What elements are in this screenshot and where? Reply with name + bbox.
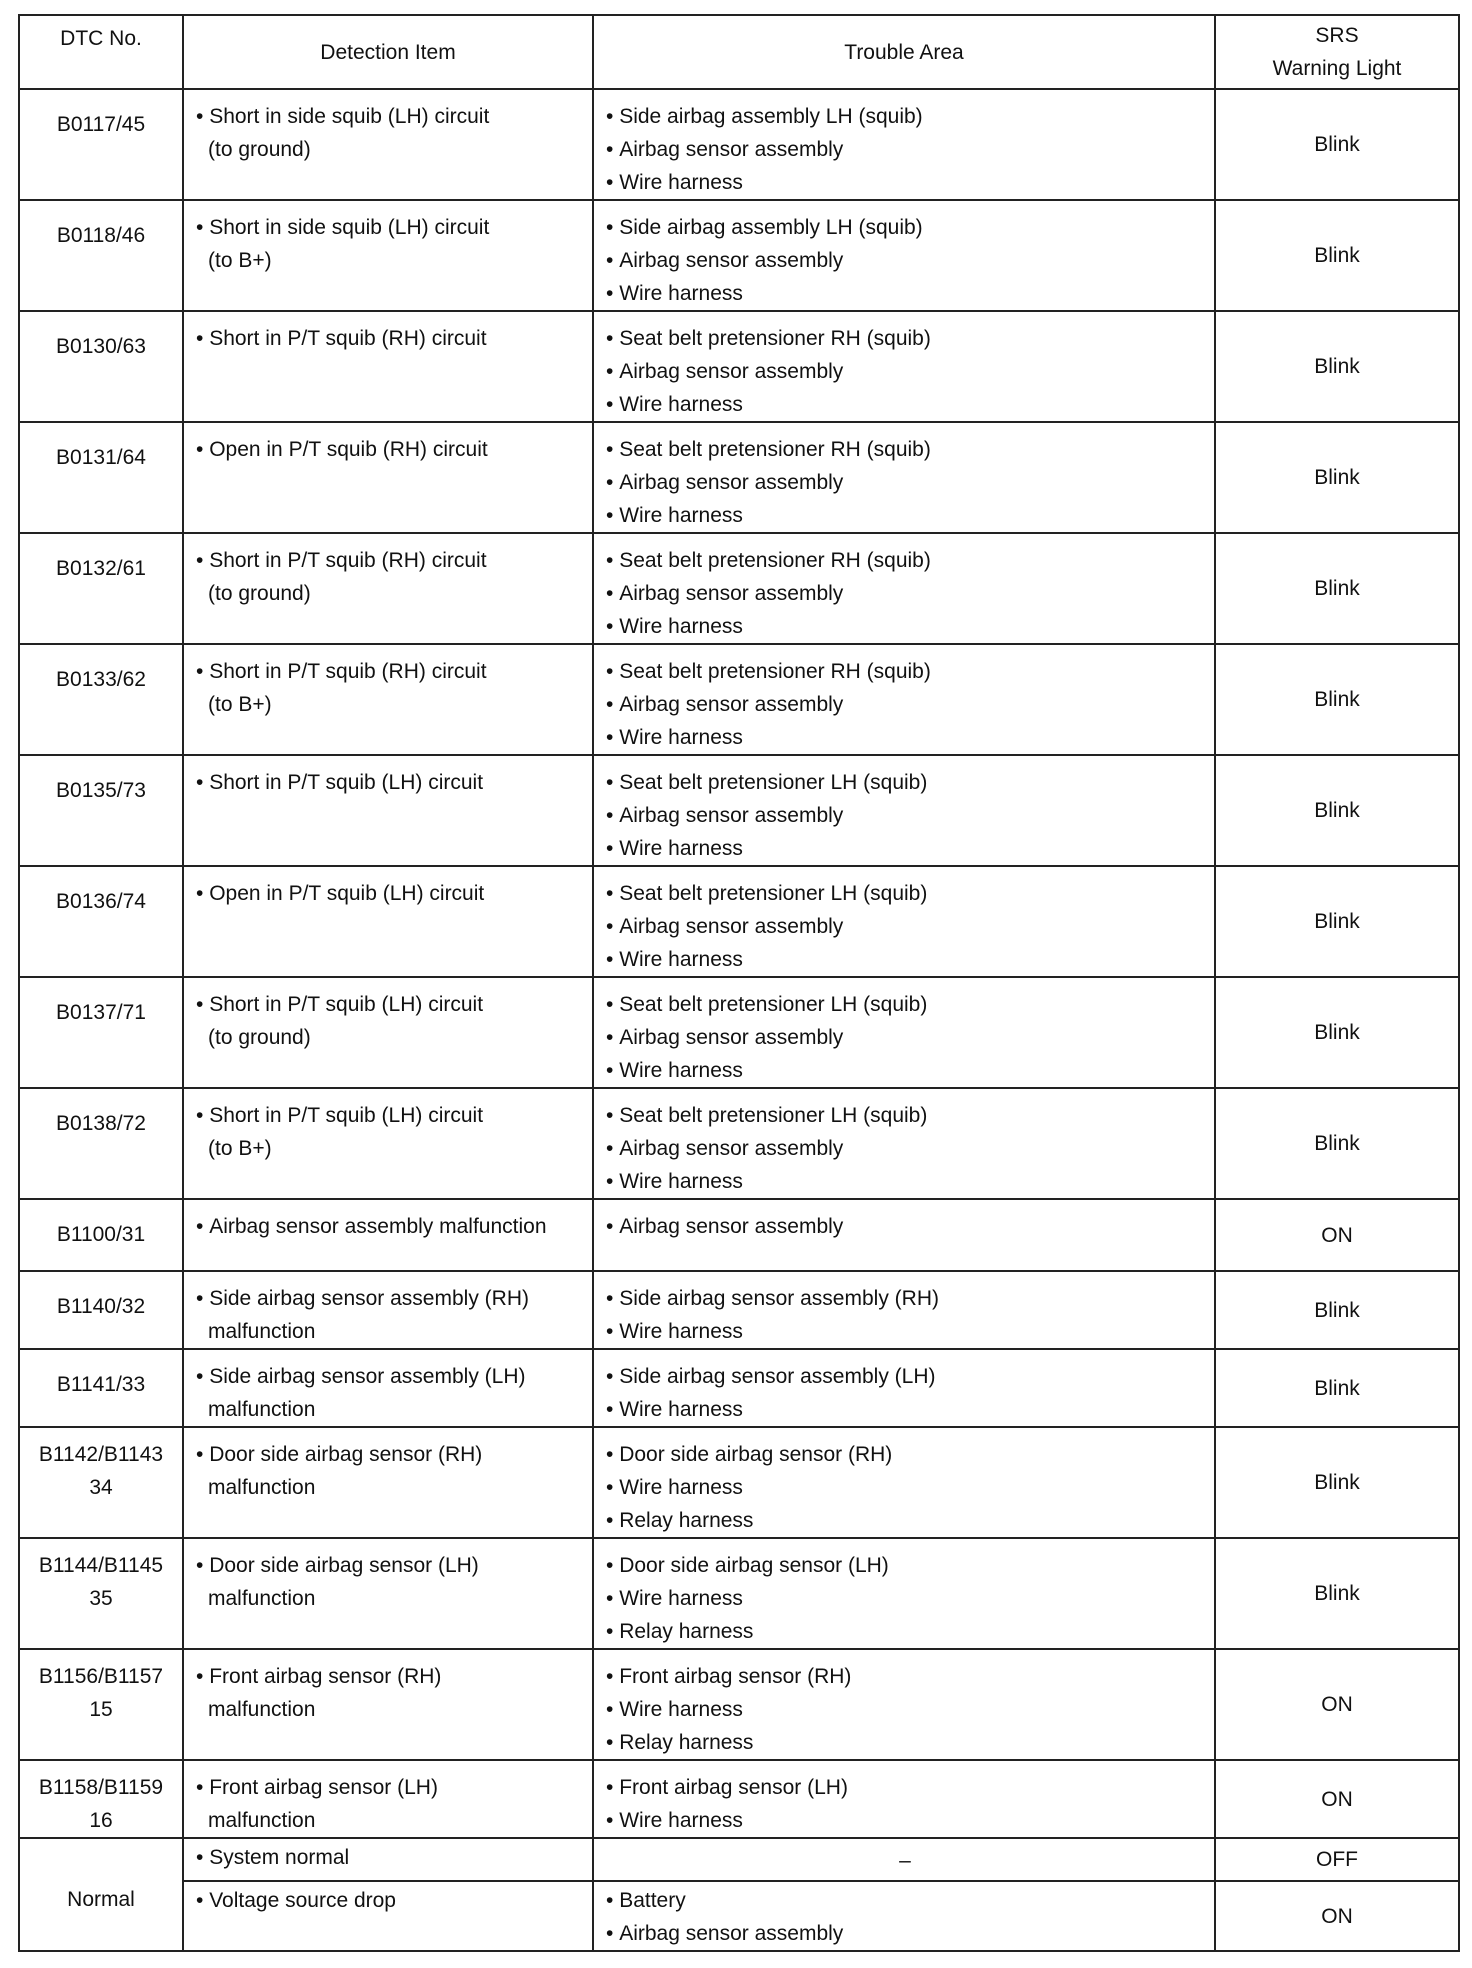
detection-item: • Short in side squib (LH) circuit	[196, 100, 582, 133]
table-row	[19, 1427, 1459, 1538]
dtc-code: B1156/B1157	[38, 1665, 164, 1688]
dtc-code: B0132/61	[56, 557, 146, 580]
dtc-cell	[19, 977, 183, 1088]
header-trouble-area: Trouble Area	[593, 15, 1215, 89]
detection-item-continued: (to ground)	[208, 138, 311, 161]
dtc-cell	[19, 422, 183, 533]
dtc-code: B1141/33	[56, 1373, 146, 1396]
detection-cell	[183, 533, 593, 644]
warning-light-cell	[1215, 200, 1459, 311]
trouble-area-item: • Door side airbag sensor (RH)	[606, 1438, 1204, 1471]
dtc-code: B0130/63	[56, 335, 146, 358]
dtc-code: B0133/62	[56, 668, 146, 691]
table-row	[19, 422, 1459, 533]
trouble-area-cell	[593, 977, 1215, 1088]
trouble-area-item: • Airbag sensor assembly	[606, 133, 1204, 166]
detection-item: • Side airbag sensor assembly (LH)	[196, 1360, 582, 1393]
dtc-code: B0138/72	[56, 1112, 146, 1135]
table-row	[19, 1649, 1459, 1760]
detection-cell	[183, 1538, 593, 1649]
detection-item: • Open in P/T squib (LH) circuit	[196, 877, 582, 910]
trouble-area-item: • Wire harness	[606, 832, 1204, 865]
dtc-code: B0117/45	[56, 113, 146, 136]
detection-item-continued: malfunction	[208, 1320, 316, 1343]
dtc-cell	[19, 866, 183, 977]
detection-item: • Door side airbag sensor (RH)	[196, 1438, 582, 1471]
dtc-cell	[19, 1088, 183, 1199]
header-light-line2: Warning Light	[1272, 57, 1402, 80]
detection-item: • Short in P/T squib (LH) circuit	[196, 766, 582, 799]
trouble-area-item: • Seat belt pretensioner LH (squib)	[606, 1099, 1204, 1132]
normal-system-trouble-cell	[593, 1838, 1215, 1881]
dtc-code: B1100/31	[56, 1223, 146, 1246]
detection-cell	[183, 866, 593, 977]
detection-cell	[183, 311, 593, 422]
dtc-cell	[19, 1349, 183, 1427]
dtc-cell	[19, 311, 183, 422]
detection-item: • Side airbag sensor assembly (RH)	[196, 1282, 582, 1315]
warning-light-status: ON	[1321, 1693, 1353, 1716]
table-row	[19, 533, 1459, 644]
warning-light-cell	[1215, 755, 1459, 866]
warning-light-cell	[1215, 977, 1459, 1088]
dtc-code: 15	[89, 1698, 113, 1721]
dtc-code: B1144/B1145	[38, 1554, 164, 1577]
warning-light-cell	[1215, 1760, 1459, 1838]
trouble-area-item: • Side airbag sensor assembly (LH)	[606, 1360, 1204, 1393]
trouble-area-cell	[593, 1088, 1215, 1199]
trouble-area-cell	[593, 1538, 1215, 1649]
dtc-code: B1158/B1159	[38, 1776, 164, 1799]
trouble-area-item: • Front airbag sensor (LH)	[606, 1771, 1204, 1804]
dtc-cell	[19, 755, 183, 866]
dtc-code: B1140/32	[56, 1295, 146, 1318]
trouble-area-item: • Wire harness	[606, 1054, 1204, 1087]
trouble-area-cell	[593, 866, 1215, 977]
header-srs-warning-light	[1215, 15, 1459, 89]
trouble-area-item: • Side airbag assembly LH (squib)	[606, 100, 1204, 133]
trouble-area-item: • Wire harness	[606, 277, 1204, 310]
trouble-area-item: • Relay harness	[606, 1504, 1204, 1537]
warning-light-status: Blink	[1314, 1021, 1360, 1044]
table-row	[19, 755, 1459, 866]
detection-cell	[183, 977, 593, 1088]
trouble-area-cell	[593, 1199, 1215, 1271]
header-light-line1: SRS	[1315, 24, 1359, 47]
dtc-code: B0137/71	[56, 1001, 146, 1024]
warning-light-status: Blink	[1314, 1471, 1360, 1494]
trouble-area-item: • Wire harness	[606, 1804, 1204, 1837]
detection-item: • Open in P/T squib (RH) circuit	[196, 433, 582, 466]
warning-light-status: Blink	[1314, 577, 1360, 600]
dtc-cell	[19, 89, 183, 200]
detection-item-continued: (to ground)	[208, 582, 311, 605]
trouble-area-cell	[593, 755, 1215, 866]
trouble-area-item: • Seat belt pretensioner LH (squib)	[606, 877, 1204, 910]
trouble-area-item: • Airbag sensor assembly	[606, 799, 1204, 832]
trouble-area-item: • Seat belt pretensioner LH (squib)	[606, 766, 1204, 799]
table-header-row	[19, 15, 1459, 89]
warning-light-status: Blink	[1314, 244, 1360, 267]
detection-cell	[183, 1760, 593, 1838]
warning-light-status: Blink	[1314, 910, 1360, 933]
dtc-cell	[19, 533, 183, 644]
trouble-area-item: • Wire harness	[606, 1393, 1204, 1426]
warning-light-status: Blink	[1314, 1582, 1360, 1605]
dtc-code: B0136/74	[56, 890, 146, 913]
warning-light-status: ON	[1321, 1787, 1353, 1811]
table-row	[19, 1199, 1459, 1271]
detection-cell	[183, 422, 593, 533]
dtc-cell	[19, 200, 183, 311]
warning-light-cell	[1215, 533, 1459, 644]
dtc-code: B1142/B1143	[38, 1443, 164, 1466]
warning-light-cell	[1215, 1538, 1459, 1649]
normal-system-detection-cell	[183, 1838, 593, 1881]
warning-light-cell	[1215, 422, 1459, 533]
detection-cell	[183, 200, 593, 311]
warning-light-status: Blink	[1314, 1376, 1360, 1400]
dtc-code: 35	[89, 1587, 113, 1610]
normal-dtc-cell	[19, 1838, 183, 1951]
warning-light-cell	[1215, 866, 1459, 977]
trouble-area-cell	[593, 1349, 1215, 1427]
table-row	[19, 644, 1459, 755]
warning-light-cell	[1215, 1649, 1459, 1760]
table-row	[19, 311, 1459, 422]
warning-light-status: Blink	[1314, 799, 1360, 822]
normal-system-detection: • System normal	[196, 1841, 582, 1874]
trouble-area-item: • Airbag sensor assembly	[606, 355, 1204, 388]
trouble-area-cell	[593, 1649, 1215, 1760]
trouble-area-item: • Front airbag sensor (RH)	[606, 1660, 1204, 1693]
trouble-area-item: • Seat belt pretensioner RH (squib)	[606, 655, 1204, 688]
trouble-area-cell	[593, 89, 1215, 200]
warning-light-cell	[1215, 89, 1459, 200]
detection-item: • Short in P/T squib (RH) circuit	[196, 655, 582, 688]
trouble-area-item: • Side airbag assembly LH (squib)	[606, 211, 1204, 244]
warning-light-status: Blink	[1314, 133, 1360, 156]
voltage-drop-trouble-cell	[593, 1881, 1215, 1951]
trouble-area-item: • Wire harness	[606, 1582, 1204, 1615]
detection-item: • Short in P/T squib (RH) circuit	[196, 322, 582, 355]
detection-item-continued: (to ground)	[208, 1026, 311, 1049]
warning-light-status: Blink	[1314, 1298, 1360, 1322]
detection-item: • Short in P/T squib (RH) circuit	[196, 544, 582, 577]
warning-light-cell	[1215, 1088, 1459, 1199]
table-row	[19, 1538, 1459, 1649]
table-row	[19, 89, 1459, 200]
trouble-area-item: • Wire harness	[606, 166, 1204, 199]
detection-cell	[183, 1088, 593, 1199]
voltage-drop-light-cell	[1215, 1881, 1459, 1951]
trouble-area-item: • Wire harness	[606, 1315, 1204, 1348]
dtc-cell	[19, 644, 183, 755]
trouble-area-item: • Airbag sensor assembly	[606, 1210, 1204, 1243]
table-row	[19, 1088, 1459, 1199]
detection-item-continued: (to B+)	[208, 249, 272, 272]
detection-item: • Short in P/T squib (LH) circuit	[196, 988, 582, 1021]
detection-item-continued: malfunction	[208, 1587, 316, 1610]
dtc-cell	[19, 1649, 183, 1760]
trouble-area-item: • Seat belt pretensioner LH (squib)	[606, 988, 1204, 1021]
dtc-table	[18, 14, 1460, 1952]
trouble-area-item: • Relay harness	[606, 1615, 1204, 1648]
warning-light-cell	[1215, 1349, 1459, 1427]
dtc-code: 16	[89, 1809, 113, 1832]
trouble-area-item: • Seat belt pretensioner RH (squib)	[606, 544, 1204, 577]
normal-system-light: OFF	[1316, 1848, 1358, 1871]
warning-light-status: Blink	[1314, 688, 1360, 711]
warning-light-cell	[1215, 1427, 1459, 1538]
trouble-area-cell	[593, 1427, 1215, 1538]
trouble-area-cell	[593, 533, 1215, 644]
warning-light-cell	[1215, 311, 1459, 422]
trouble-area-cell	[593, 1271, 1215, 1349]
trouble-area-item: • Airbag sensor assembly	[606, 466, 1204, 499]
dtc-code: B0118/46	[56, 224, 146, 247]
warning-light-cell	[1215, 1271, 1459, 1349]
trouble-area-item: • Airbag sensor assembly	[606, 688, 1204, 721]
trouble-area-item: • Airbag sensor assembly	[606, 1132, 1204, 1165]
dtc-code: 34	[89, 1476, 113, 1499]
dtc-table-document	[18, 14, 1458, 1952]
trouble-area-cell	[593, 1760, 1215, 1838]
table-row	[19, 200, 1459, 311]
warning-light-status: Blink	[1314, 1132, 1360, 1155]
detection-item-continued: (to B+)	[208, 693, 272, 716]
trouble-area-cell	[593, 644, 1215, 755]
detection-item-continued: malfunction	[208, 1476, 316, 1499]
dtc-cell	[19, 1199, 183, 1271]
voltage-drop-detection: • Voltage source drop	[196, 1884, 582, 1917]
detection-item-continued: malfunction	[208, 1398, 316, 1421]
trouble-area-item: • Airbag sensor assembly	[606, 244, 1204, 277]
warning-light-cell	[1215, 1199, 1459, 1271]
detection-item: • Airbag sensor assembly malfunction	[196, 1210, 582, 1243]
trouble-area-item: • Seat belt pretensioner RH (squib)	[606, 433, 1204, 466]
detection-cell	[183, 644, 593, 755]
detection-cell	[183, 1199, 593, 1271]
warning-light-status: Blink	[1314, 355, 1360, 378]
detection-item: • Short in side squib (LH) circuit	[196, 211, 582, 244]
trouble-area-item: • Relay harness	[606, 1726, 1204, 1759]
normal-row-voltage	[19, 1881, 1459, 1951]
warning-light-status: Blink	[1314, 466, 1360, 489]
dtc-code: B0135/73	[56, 779, 146, 802]
trouble-area-item: • Seat belt pretensioner RH (squib)	[606, 322, 1204, 355]
voltage-drop-trouble-item: • Battery	[606, 1884, 1204, 1917]
detection-item-continued: malfunction	[208, 1809, 316, 1832]
trouble-area-item: • Wire harness	[606, 943, 1204, 976]
trouble-area-item: • Airbag sensor assembly	[606, 910, 1204, 943]
header-detection-item: Detection Item	[183, 15, 593, 89]
trouble-area-item: • Wire harness	[606, 499, 1204, 532]
voltage-drop-light: ON	[1321, 1904, 1353, 1928]
detection-cell	[183, 89, 593, 200]
detection-cell	[183, 1271, 593, 1349]
normal-system-trouble: –	[899, 1849, 911, 1872]
dtc-cell	[19, 1538, 183, 1649]
detection-item: • Door side airbag sensor (LH)	[196, 1549, 582, 1582]
detection-cell	[183, 1427, 593, 1538]
table-body	[19, 89, 1459, 1951]
voltage-drop-detection-cell	[183, 1881, 593, 1951]
detection-item: • Front airbag sensor (RH)	[196, 1660, 582, 1693]
trouble-area-item: • Door side airbag sensor (LH)	[606, 1549, 1204, 1582]
trouble-area-cell	[593, 422, 1215, 533]
trouble-area-item: • Wire harness	[606, 1165, 1204, 1198]
trouble-area-item: • Wire harness	[606, 610, 1204, 643]
dtc-cell	[19, 1427, 183, 1538]
detection-item: • Short in P/T squib (LH) circuit	[196, 1099, 582, 1132]
table-row	[19, 977, 1459, 1088]
detection-cell	[183, 755, 593, 866]
trouble-area-item: • Airbag sensor assembly	[606, 1021, 1204, 1054]
warning-light-cell	[1215, 644, 1459, 755]
dtc-code: B0131/64	[56, 446, 146, 469]
trouble-area-item: • Wire harness	[606, 721, 1204, 754]
trouble-area-item: • Wire harness	[606, 1471, 1204, 1504]
trouble-area-item: • Side airbag sensor assembly (RH)	[606, 1282, 1204, 1315]
detection-cell	[183, 1649, 593, 1760]
normal-dtc: Normal	[67, 1888, 135, 1911]
header-dtc: DTC No.	[19, 15, 183, 89]
table-row	[19, 1349, 1459, 1427]
normal-system-light-cell	[1215, 1838, 1459, 1881]
voltage-drop-trouble-item: • Airbag sensor assembly	[606, 1917, 1204, 1950]
normal-row-system	[19, 1838, 1459, 1881]
detection-cell	[183, 1349, 593, 1427]
detection-item-continued: (to B+)	[208, 1137, 272, 1160]
trouble-area-item: • Airbag sensor assembly	[606, 577, 1204, 610]
dtc-cell	[19, 1760, 183, 1838]
warning-light-status: ON	[1321, 1223, 1353, 1247]
table-row	[19, 1760, 1459, 1838]
trouble-area-item: • Wire harness	[606, 388, 1204, 421]
table-row	[19, 1271, 1459, 1349]
dtc-cell	[19, 1271, 183, 1349]
trouble-area-cell	[593, 311, 1215, 422]
detection-item: • Front airbag sensor (LH)	[196, 1771, 582, 1804]
detection-item-continued: malfunction	[208, 1698, 316, 1721]
trouble-area-item: • Wire harness	[606, 1693, 1204, 1726]
table-row	[19, 866, 1459, 977]
trouble-area-cell	[593, 200, 1215, 311]
